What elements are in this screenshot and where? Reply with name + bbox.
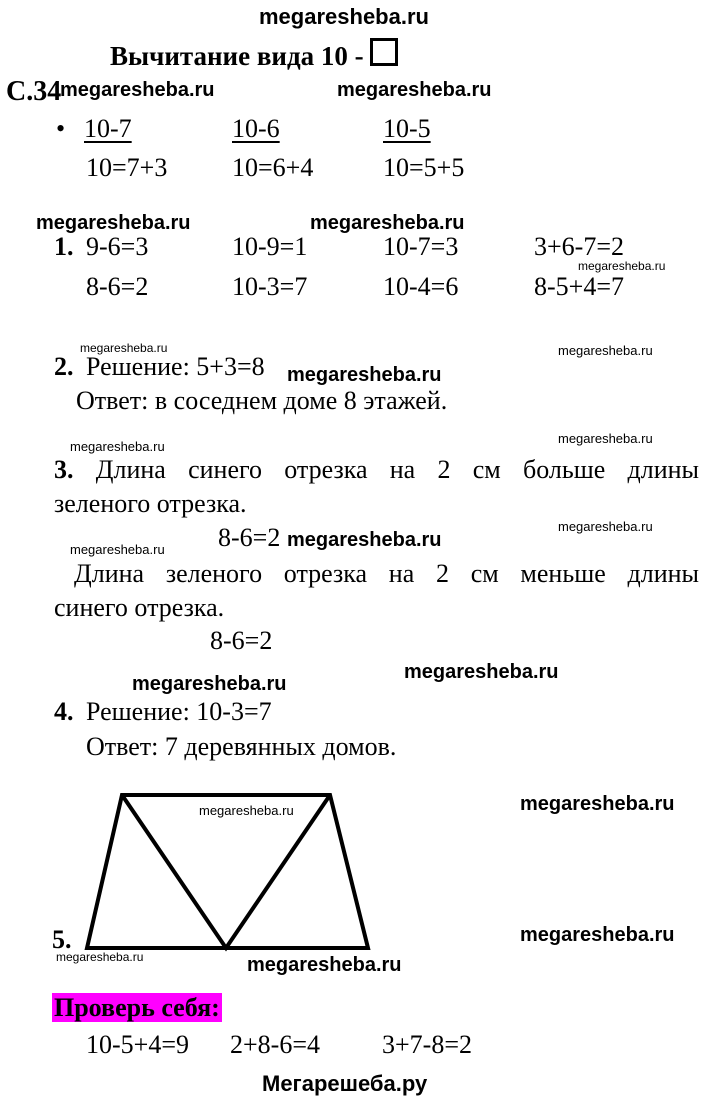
watermark: megaresheba.ru: [404, 661, 559, 683]
bullet-expr-3: 10-5: [383, 114, 431, 143]
watermark-small: megaresheba.ru: [80, 341, 168, 355]
bullet-icon: •: [56, 114, 66, 143]
task3-line4: синего отрезка.: [54, 593, 225, 622]
check-eq: 10-5+4=9: [86, 1030, 189, 1059]
watermark-small: megaresheba.ru: [56, 950, 144, 964]
watermark: megaresheba.ru: [132, 673, 287, 695]
page-title-text: Вычитание вида 10 -: [110, 41, 364, 71]
task5-number: 5.: [52, 925, 72, 954]
bullet-result-3: 10=5+5: [383, 153, 465, 182]
watermark: megaresheba.ru: [60, 79, 215, 101]
task4-solution: Решение: 10-3=7: [86, 697, 272, 726]
watermark: megaresheba.ru: [287, 529, 442, 551]
watermark: megaresheba.ru: [287, 364, 442, 386]
task4-answer: Ответ: 7 деревянных домов.: [86, 732, 397, 761]
watermark: megaresheba.ru: [520, 924, 675, 946]
task2-solution: Решение: 5+3=8: [86, 352, 265, 381]
watermark-small: megaresheba.ru: [578, 259, 666, 273]
task1-eq: 9-6=3: [86, 232, 149, 261]
task3-eq2: 8-6=2: [210, 626, 273, 655]
watermark: megaresheba.ru: [247, 954, 402, 976]
check-label: Проверь себя:: [54, 993, 220, 1022]
task3-number: 3.: [54, 455, 74, 484]
check-eq: 2+8-6=4: [230, 1030, 320, 1059]
watermark-small: megaresheba.ru: [70, 439, 165, 454]
watermark-small: megaresheba.ru: [558, 519, 653, 534]
bullet-expr-2: 10-6: [232, 114, 280, 143]
task3-line3: Длина зеленого отрезка на 2 см меньше длины: [74, 559, 699, 588]
task1-eq: 3+6-7=2: [534, 232, 624, 261]
watermark-top: megaresheba.ru: [259, 4, 429, 29]
task3-line2: зеленого отрезка.: [54, 489, 247, 518]
watermark: megaresheba.ru: [310, 212, 465, 234]
footer-brand: Мегарешеба.ру: [262, 1071, 428, 1096]
task1-eq: 8-6=2: [86, 272, 149, 301]
task1-eq: 8-5+4=7: [534, 272, 624, 301]
task4-number: 4.: [54, 697, 74, 726]
task3-line1: 3. Длина синего отрезка на 2 см больше длины: [54, 455, 700, 484]
watermark-small: megaresheba.ru: [199, 803, 294, 818]
task1-eq: 10-4=6: [383, 272, 459, 301]
watermark-small: megaresheba.ru: [558, 343, 653, 358]
check-eq: 3+7-8=2: [382, 1030, 472, 1059]
task3-eq1: 8-6=2: [218, 523, 281, 552]
bullet-result-2: 10=6+4: [232, 153, 314, 182]
task1-number: 1.: [54, 232, 74, 261]
task2-number: 2.: [54, 352, 74, 381]
watermark: megaresheba.ru: [36, 212, 191, 234]
watermark: megaresheba.ru: [520, 793, 675, 815]
watermark-small: megaresheba.ru: [70, 542, 165, 557]
task1-eq: 10-7=3: [383, 232, 459, 261]
bullet-result-1: 10=7+3: [86, 153, 168, 182]
task1-eq: 10-3=7: [232, 272, 308, 301]
bullet-expr-1: 10-7: [84, 114, 132, 143]
page-label: С.34: [6, 76, 62, 107]
task2-answer: Ответ: в соседнем доме 8 этажей.: [76, 386, 448, 415]
task1-eq: 10-9=1: [232, 232, 308, 261]
watermark: megaresheba.ru: [337, 79, 492, 101]
watermark-small: megaresheba.ru: [558, 431, 653, 446]
